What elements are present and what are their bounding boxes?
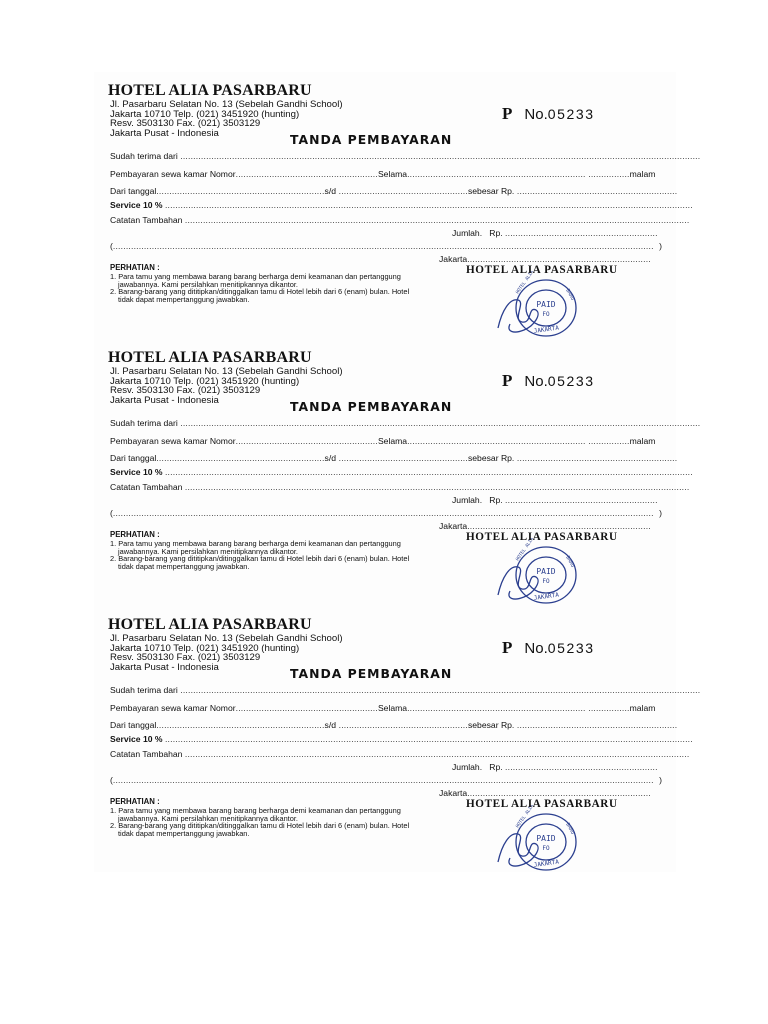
notice-title: PERHATIAN : <box>110 263 160 272</box>
stamp-ring-text-left: HOTEL ALIA <box>515 804 536 830</box>
paren-close: ) <box>659 241 662 251</box>
notes-label: Catatan Tambahan <box>110 749 183 759</box>
dotted-fill: ......................................................................................................................................................................................................... <box>180 685 701 695</box>
total-line <box>452 227 662 239</box>
city-label: Jakarta <box>439 521 468 531</box>
rp-label: Rp. <box>489 228 503 238</box>
service-label: Service 10 % <box>110 467 163 477</box>
spelled-amount-line <box>110 240 662 252</box>
duration-label: Selama <box>377 703 408 713</box>
paren-close: ) <box>659 775 662 785</box>
receipt-prefix: P <box>502 104 513 123</box>
signature-scribble <box>498 834 538 866</box>
notice-item: 2. Barang-barang yang dititipkan/ditinggalkan tamu di Hotel lebih dari 6 (enam) bulan. Hotel tidak dapat mempertanggung jawabkan. <box>110 821 410 839</box>
stamp-ring-text-left: HOTEL ALIA <box>515 270 536 296</box>
service-line <box>110 733 693 745</box>
hotel-name: HOTEL ALIA PASARBARU <box>108 616 312 633</box>
dotted-fill: ............................................................................................................................................................................................................ <box>164 200 693 210</box>
stamp-ring-text-bottom: JAKARTA <box>533 591 560 602</box>
receipt-number <box>502 104 595 124</box>
to-label: s/d <box>324 186 337 196</box>
notice-item: 1. Para tamu yang membawa barang barang berharga demi keamanan dan pertanggung jawabannya. Kami persilahkan menitipkannya dikantor. <box>110 805 401 823</box>
paren-open: ( <box>110 241 113 251</box>
paid-stamp <box>488 537 588 607</box>
city-label: Jakarta <box>439 254 468 264</box>
to-label: s/d <box>324 453 337 463</box>
dotted-fill: ........................................................... <box>505 228 658 238</box>
service-line <box>110 466 693 478</box>
room-payment-line <box>110 435 660 447</box>
dotted-fill: ................................................................................................................................................................................................................. <box>112 241 654 251</box>
stamp-ring-text-right: BARU <box>564 555 576 569</box>
receipt-no-value: 05233 <box>547 106 595 122</box>
receipt-title: TANDA PEMBAYARAN <box>290 399 453 414</box>
received-from-label: Sudah terima dari <box>110 685 178 695</box>
from-date-label: Dari tanggal <box>110 720 157 730</box>
rp-label: Rp. <box>489 495 503 505</box>
received-from-label: Sudah terima dari <box>110 418 178 428</box>
dotted-fill: ................................................................. <box>156 453 325 463</box>
address-line: Resv. 3503130 Fax. (021) 3503129 <box>110 652 261 664</box>
service-label: Service 10 % <box>110 734 163 744</box>
stamp-hotel-name: HOTEL ALIA PASARBARU <box>466 264 618 276</box>
from-date-label: Dari tanggal <box>110 453 157 463</box>
stamp-graphic <box>488 270 588 340</box>
dotted-fill: ....................................................................... <box>467 254 651 264</box>
stamp-fo-text: FO <box>542 311 550 318</box>
paid-stamp <box>488 270 588 340</box>
address-line: Jakarta Pusat - Indonesia <box>110 394 219 406</box>
address-line: Jakarta Pusat - Indonesia <box>110 127 219 139</box>
receipt-no-label: No. <box>524 373 548 390</box>
receipt-no-value: 05233 <box>547 640 595 656</box>
dotted-fill: ..................................................................... ................ <box>407 169 630 179</box>
date-range-line <box>110 185 678 197</box>
dotted-fill: ................................................................................................................................................................................................................. <box>112 775 654 785</box>
total-label: Jumlah. <box>452 495 483 505</box>
received-from-line <box>110 417 701 429</box>
dotted-fill: ................................................................................................................................................................................................... <box>184 482 690 492</box>
dotted-fill: ..................................................................... ................ <box>407 436 630 446</box>
room-payment-line <box>110 702 660 714</box>
total-label: Jumlah. <box>452 228 483 238</box>
total-line <box>452 494 662 506</box>
nights-label: malam <box>629 169 656 179</box>
nights-label: malam <box>629 436 656 446</box>
dotted-fill: ............................................................................................................................................................................................................ <box>164 734 693 744</box>
address-line: Jakarta Pusat - Indonesia <box>110 661 219 673</box>
date-range-line <box>110 452 678 464</box>
to-label: s/d <box>324 720 337 730</box>
receipt-no-value: 05233 <box>547 373 595 389</box>
notes-label: Catatan Tambahan <box>110 215 183 225</box>
stamp-ring-text-right: BARU <box>564 822 576 836</box>
dotted-fill: ....................................................... <box>235 703 378 713</box>
dotted-fill: ....................................................................... <box>467 521 651 531</box>
receipt-prefix: P <box>502 638 513 657</box>
stamp-ring-text-bottom: JAKARTA <box>533 324 560 335</box>
dotted-fill: ............................................................................................................................................................................................................ <box>164 467 693 477</box>
address-line: Jakarta 10710 Telp. (021) 3451920 (hunting) <box>110 642 300 654</box>
dotted-fill: .............................................................. <box>514 720 678 730</box>
from-date-label: Dari tanggal <box>110 186 157 196</box>
duration-label: Selama <box>377 436 408 446</box>
stamp-paid-text: PAID <box>536 300 556 309</box>
stamp-paid-text: PAID <box>536 567 556 576</box>
notice-item: 1. Para tamu yang membawa barang barang berharga demi keamanan dan pertanggung jawabannya. Kami persilahkan menitipkannya dikantor. <box>110 538 401 556</box>
amount-label: sebesar Rp. <box>467 453 515 463</box>
stamp-graphic <box>488 804 588 874</box>
address-line: Resv. 3503130 Fax. (021) 3503129 <box>110 118 261 130</box>
city-label: Jakarta <box>439 788 468 798</box>
receipt <box>94 339 701 603</box>
dotted-fill: .................................................. <box>336 186 468 196</box>
dotted-fill: ................................................................................................................................................................................................... <box>184 749 690 759</box>
room-payment-label: Pembayaran sewa kamar Nomor <box>110 169 236 179</box>
spelled-amount-line <box>110 774 662 786</box>
dotted-fill: ......................................................................................................................................................................................................... <box>180 418 701 428</box>
notes-line <box>110 481 690 493</box>
receipt-number <box>502 638 595 658</box>
receipt <box>94 606 701 870</box>
stamp-ring-text-left: HOTEL ALIA <box>515 537 536 563</box>
notice-block <box>110 531 420 571</box>
signature-scribble <box>498 567 538 599</box>
total-label: Jumlah. <box>452 762 483 772</box>
duration-label: Selama <box>377 169 408 179</box>
nights-label: malam <box>629 703 656 713</box>
notice-block <box>110 798 420 838</box>
dotted-fill: ..................................................................... ................ <box>407 703 630 713</box>
dotted-fill: .............................................................. <box>514 453 678 463</box>
dotted-fill: .................................................. <box>336 453 468 463</box>
receipt <box>94 72 701 336</box>
notice-block <box>110 264 420 304</box>
notice-title: PERHATIAN : <box>110 530 160 539</box>
service-label: Service 10 % <box>110 200 163 210</box>
room-payment-label: Pembayaran sewa kamar Nomor <box>110 436 236 446</box>
notice-item: 2. Barang-barang yang dititipkan/ditinggalkan tamu di Hotel lebih dari 6 (enam) bulan. Hotel tidak dapat mempertanggung jawabkan. <box>110 554 410 572</box>
receipt-title: TANDA PEMBAYARAN <box>290 132 453 147</box>
notes-line <box>110 214 690 226</box>
notice-item: 2. Barang-barang yang dititipkan/ditinggalkan tamu di Hotel lebih dari 6 (enam) bulan. Hotel tidak dapat mempertanggung jawabkan. <box>110 287 410 305</box>
dotted-fill: ........................................................... <box>505 762 658 772</box>
receipt-prefix: P <box>502 371 513 390</box>
notes-line <box>110 748 690 760</box>
rp-label: Rp. <box>489 762 503 772</box>
address-line: Jl. Pasarbaru Selatan No. 13 (Sebelah Gandhi School) <box>110 366 343 377</box>
received-from-label: Sudah terima dari <box>110 151 178 161</box>
paren-open: ( <box>110 775 113 785</box>
room-payment-line <box>110 168 660 180</box>
paid-stamp <box>488 804 588 874</box>
received-from-line <box>110 150 701 162</box>
amount-label: sebesar Rp. <box>467 720 515 730</box>
receipt-number <box>502 371 595 391</box>
dotted-fill: ....................................................................... <box>467 788 651 798</box>
signature-scribble <box>498 300 538 332</box>
stamp-ring-text-right: BARU <box>564 288 576 302</box>
dotted-fill: ................................................................................................................................................................................................................. <box>112 508 654 518</box>
dotted-fill: ....................................................... <box>235 436 378 446</box>
dotted-fill: ........................................................... <box>505 495 658 505</box>
total-line <box>452 761 662 773</box>
amount-label: sebesar Rp. <box>467 186 515 196</box>
service-line <box>110 199 693 211</box>
notice-item: 1. Para tamu yang membawa barang barang berharga demi keamanan dan pertanggung jawabannya. Kami persilahkan menitipkannya dikantor. <box>110 271 401 289</box>
receipt-title: TANDA PEMBAYARAN <box>290 666 453 681</box>
stamp-hotel-name: HOTEL ALIA PASARBARU <box>466 531 618 543</box>
spelled-amount-line <box>110 507 662 519</box>
dotted-fill: ......................................................................................................................................................................................................... <box>180 151 701 161</box>
stamp-ring-text-bottom: JAKARTA <box>533 858 560 869</box>
address-line: Jl. Pasarbaru Selatan No. 13 (Sebelah Gandhi School) <box>110 633 343 644</box>
dotted-fill: .............................................................. <box>514 186 678 196</box>
stamp-fo-text: FO <box>542 578 550 585</box>
paren-close: ) <box>659 508 662 518</box>
address-line: Jakarta 10710 Telp. (021) 3451920 (hunting) <box>110 108 300 120</box>
stamp-paid-text: PAID <box>536 834 556 843</box>
stamp-graphic <box>488 537 588 607</box>
stamp-fo-text: FO <box>542 845 550 852</box>
dotted-fill: ................................................................................................................................................................................................... <box>184 215 690 225</box>
room-payment-label: Pembayaran sewa kamar Nomor <box>110 703 236 713</box>
receipt-no-label: No. <box>524 106 548 123</box>
notice-title: PERHATIAN : <box>110 797 160 806</box>
dotted-fill: ................................................................. <box>156 186 325 196</box>
stamp-hotel-name: HOTEL ALIA PASARBARU <box>466 798 618 810</box>
dotted-fill: .................................................. <box>336 720 468 730</box>
address-line: Jl. Pasarbaru Selatan No. 13 (Sebelah Gandhi School) <box>110 99 343 110</box>
hotel-name: HOTEL ALIA PASARBARU <box>108 349 312 366</box>
dotted-fill: ....................................................... <box>235 169 378 179</box>
date-range-line <box>110 719 678 731</box>
paren-open: ( <box>110 508 113 518</box>
address-line: Resv. 3503130 Fax. (021) 3503129 <box>110 385 261 397</box>
hotel-name: HOTEL ALIA PASARBARU <box>108 82 312 99</box>
address-line: Jakarta 10710 Telp. (021) 3451920 (hunting) <box>110 375 300 387</box>
receipt-no-label: No. <box>524 640 548 657</box>
dotted-fill: ................................................................. <box>156 720 325 730</box>
notes-label: Catatan Tambahan <box>110 482 183 492</box>
received-from-line <box>110 684 701 696</box>
